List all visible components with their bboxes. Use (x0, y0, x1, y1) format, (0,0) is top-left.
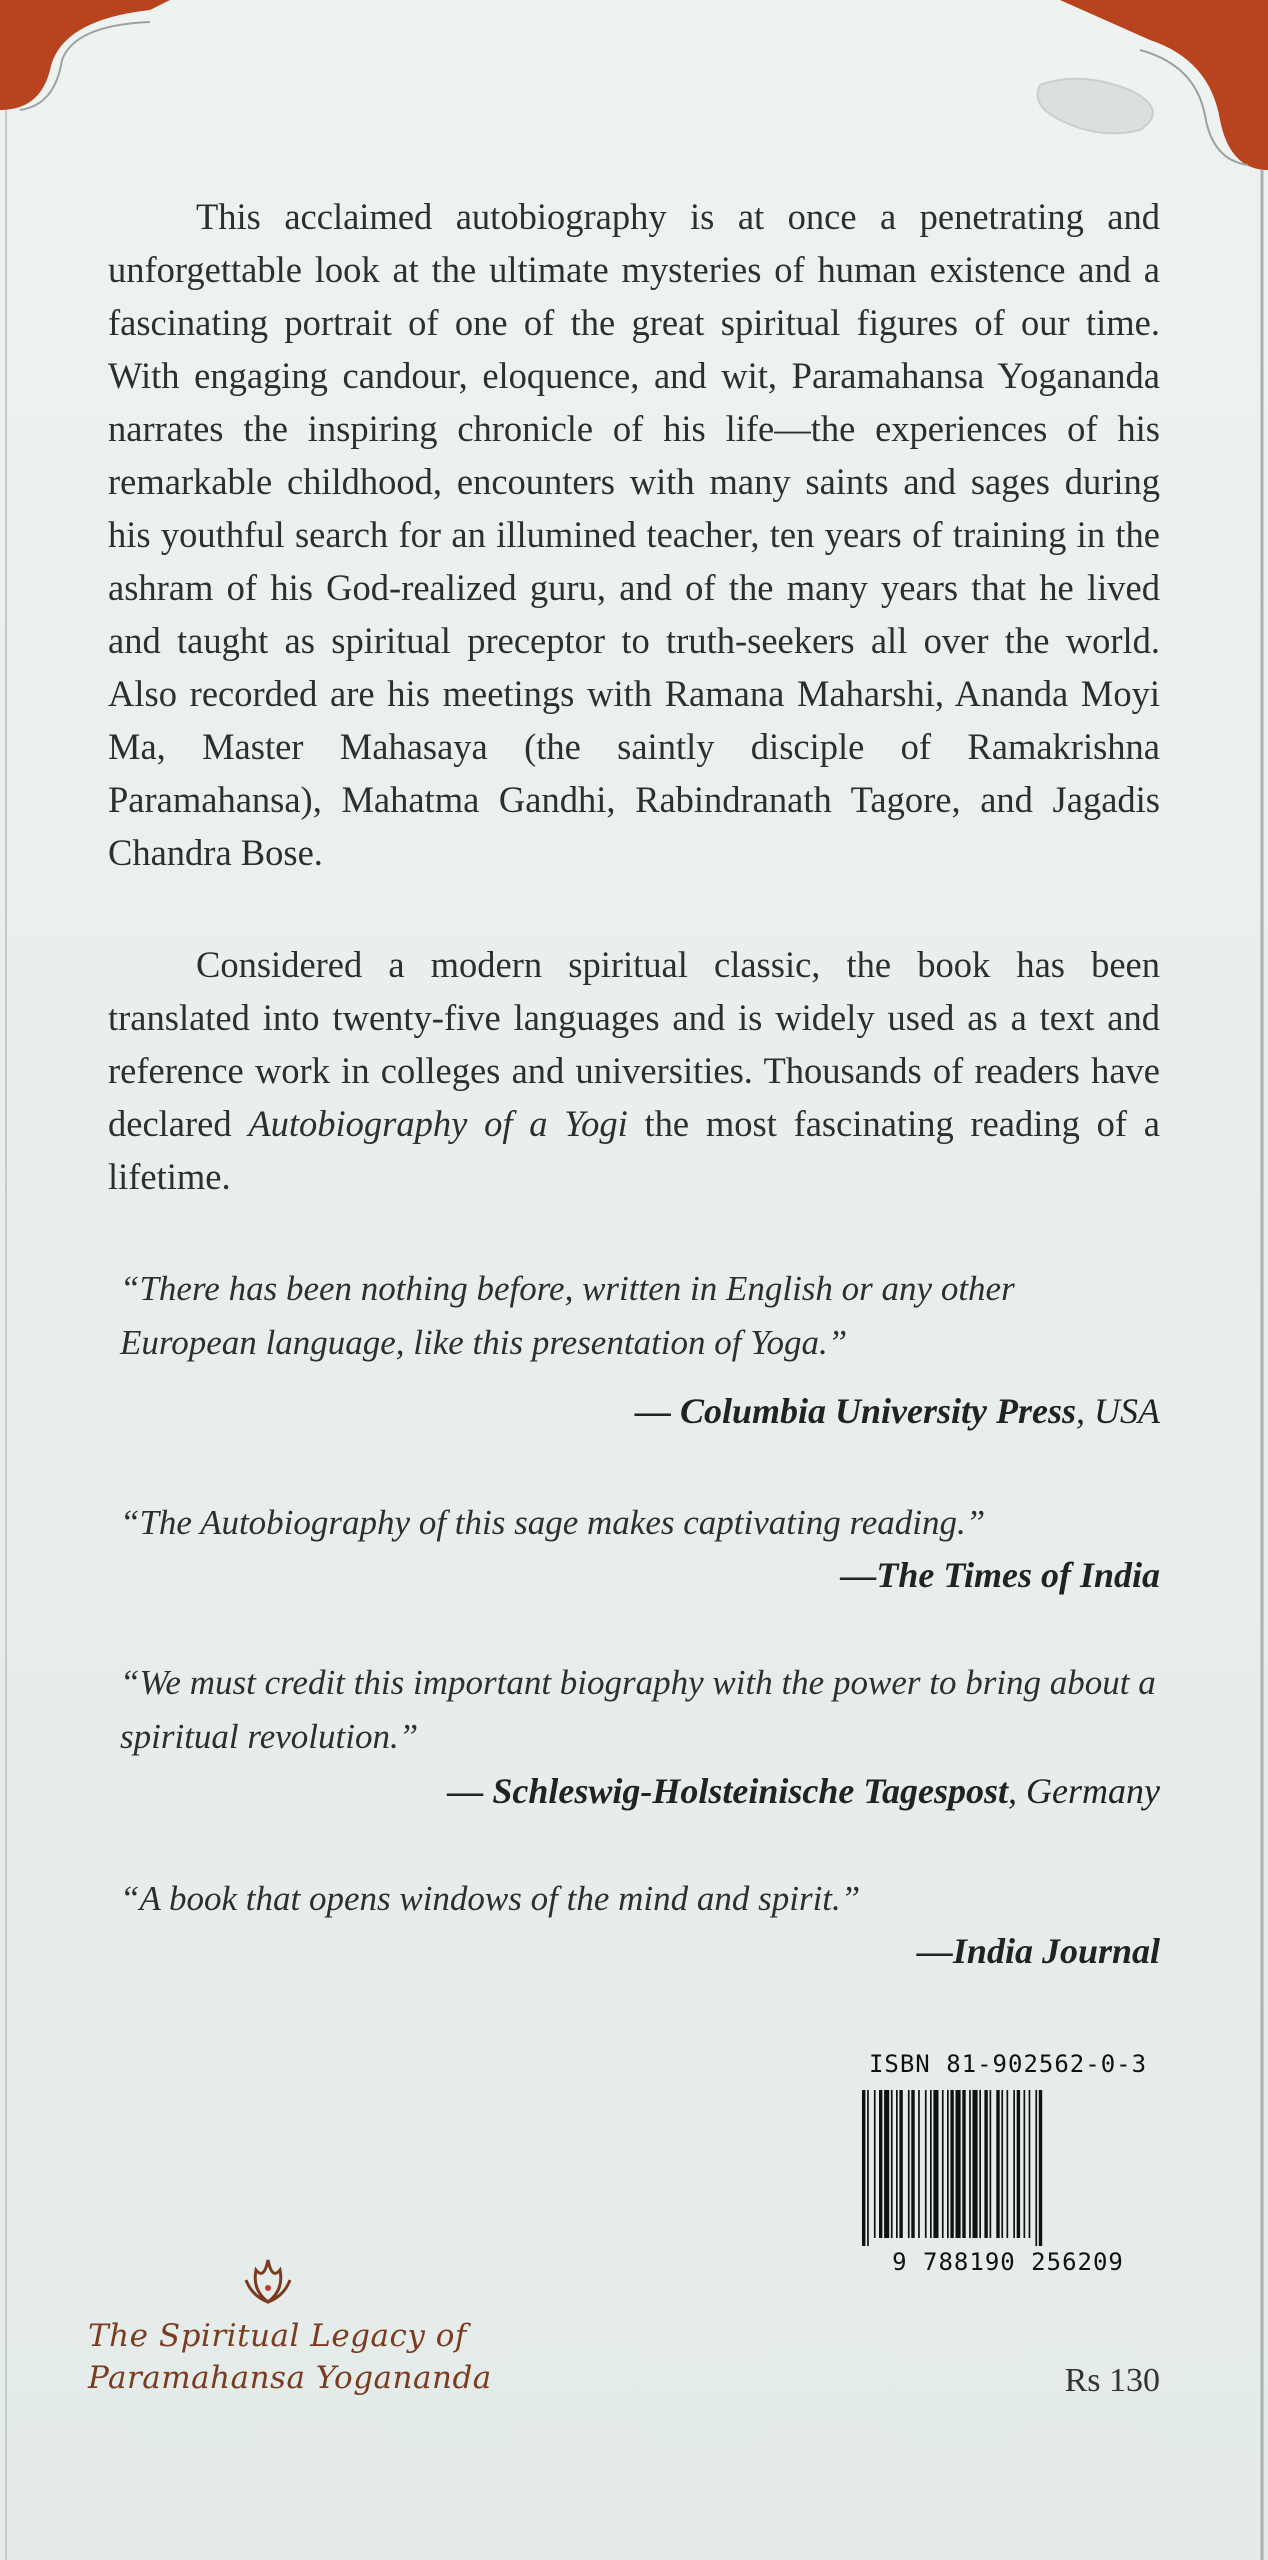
review-quote-3: “We must credit this important biography with the power to bring about a spiritual revolution.” (120, 1663, 1156, 1756)
review-source-4 (917, 1930, 1160, 1972)
barcode-bar (942, 2090, 944, 2238)
barcode-bar (996, 2090, 999, 2238)
barcode-bar (1039, 2090, 1042, 2246)
barcode-bar (899, 2090, 902, 2238)
blurb-paragraph-2-start: Considered a modern spiritual classic, the book has been translated into twenty-five languages and is widely used as a text and reference work in colleges and universities. Thousands of readers have declared (108, 944, 1160, 1144)
review-source-1 (635, 1390, 1160, 1432)
barcode-bar (1013, 2090, 1015, 2238)
barcode-bar (969, 2090, 971, 2238)
lotus-icon (238, 2250, 298, 2310)
review-source-2 (840, 1554, 1160, 1596)
barcode-digits: 9 788190 256209 (892, 2248, 1124, 2276)
review-source-3-suffix: , Germany (1008, 1771, 1160, 1811)
barcode-bar (925, 2090, 927, 2238)
review-source-1-name: — Columbia University Press (634, 1391, 1076, 1431)
review-source-3 (447, 1770, 1160, 1812)
blurb-paragraph-2 (108, 938, 1160, 1203)
barcode-bar (1029, 2090, 1031, 2238)
barcode-bar (990, 2090, 992, 2238)
imprint-line-1: The Spiritual Legacy of (88, 2318, 467, 2354)
barcode-bar (950, 2090, 953, 2238)
barcode-bar (1035, 2090, 1037, 2246)
barcode-bar (933, 2090, 938, 2238)
barcode-bar (862, 2090, 865, 2246)
blurb-paragraph-1 (108, 190, 1160, 879)
isbn-label: ISBN 81-902562-0-3 (868, 2050, 1148, 2078)
barcode-bar (962, 2090, 965, 2238)
barcode-bar (947, 2090, 949, 2238)
imprint-line-2: Paramahansa Yogananda (88, 2360, 492, 2396)
barcode-bar (930, 2090, 932, 2238)
book-title: Autobiography of a Yogi (248, 1103, 628, 1144)
barcode-bar (1007, 2090, 1009, 2238)
barcode-bar (1017, 2090, 1020, 2238)
barcode-bar (884, 2090, 889, 2238)
barcode-bar (1001, 2090, 1003, 2238)
barcode-bar (874, 2090, 876, 2238)
barcode-bar (956, 2090, 961, 2238)
review-source-1-suffix: , USA (1076, 1391, 1160, 1431)
barcode-bar (918, 2090, 920, 2238)
price-label: Rs 130 (1064, 2362, 1160, 2399)
barcode-bar (908, 2090, 910, 2238)
blurb-paragraph-2-end: the most fascinating reading of a lifetime. (108, 1103, 1160, 1197)
barcode-bar (867, 2090, 869, 2246)
barcode-bar (911, 2090, 914, 2238)
review-source-3-name: — Schleswig-Holsteinische Tagespost (447, 1771, 1009, 1811)
review-quote-4: “A book that opens windows of the mind and spirit.” (120, 1879, 861, 1918)
barcode-bar (984, 2090, 987, 2238)
review-quote-2: “The Autobiography of this sage makes captivating reading.” (120, 1503, 986, 1542)
barcode-bar (979, 2090, 981, 2238)
blurb-paragraph-2-text (108, 938, 1160, 1203)
review-source-4-name: —India Journal (916, 1931, 1160, 1971)
barcode-bar (1024, 2090, 1026, 2238)
review-quote-1: “There has been nothing before, written in English or any other European language, like this presentation of Yoga.” (120, 1269, 1015, 1362)
barcode (858, 2090, 1158, 2246)
review-source-2-name: —The Times of India (840, 1555, 1160, 1595)
blurb-paragraph-1-text: This acclaimed autobiography is at once a penetrating and unforgettable look at the ultimate mysteries of human existence and a fascinating portrait of one of the great spiritual figures of our time. With engaging candour, eloquence, and wit, Paramahansa Yogananda narrates the inspiring chronicle of his life—the experiences of his remarkable childhood, encounters with many saints and sages during his youthful search for an illumined teacher, ten years of training in the ashram of his God-realized guru, and of the many years that he lived and taught as spiritual preceptor to truth-seekers all over the world. Also recorded are his meetings with Ramana Maharshi, Ananda Moyi Ma, Master Mahasaya (the saintly disciple of Ramakrishna Paramahansa), Mahatma Gandhi, Rabindranath Tagore, and Jagadis Chandra Bose. (108, 196, 1160, 873)
barcode-bar (891, 2090, 893, 2238)
barcode-bar (879, 2090, 882, 2238)
barcode-bar (896, 2090, 898, 2238)
barcode-bar (973, 2090, 978, 2238)
